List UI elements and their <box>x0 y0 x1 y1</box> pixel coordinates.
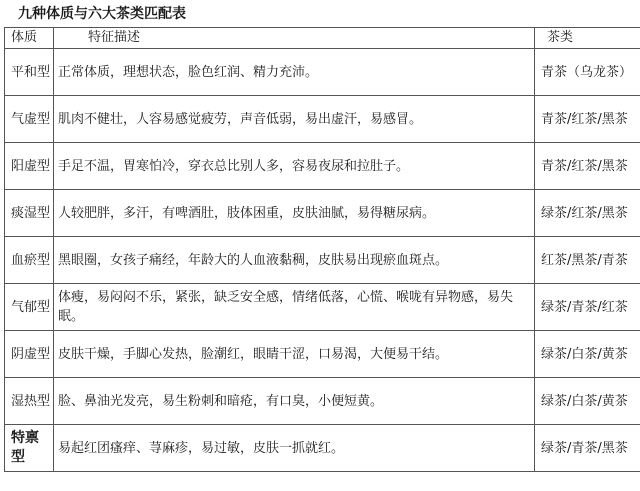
feature-description: 脸、鼻油光发亮，易生粉刺和暗疮，有口臭，小便短黄。 <box>54 378 535 425</box>
feature-description: 人较肥胖，多汗，有啤酒肚，肢体困重，皮肤油腻，易得糖尿病。 <box>54 190 535 237</box>
table-row <box>5 378 640 425</box>
table-row <box>5 96 640 143</box>
tea-types: 绿茶/青茶/红茶 <box>535 284 640 331</box>
feature-description: 手足不温，胃寒怕冷，穿衣总比别人多，容易夜尿和拉肚子。 <box>54 143 535 190</box>
feature-description: 肌肉不健壮，人容易感觉疲劳，声音低弱，易出虚汗，易感冒。 <box>54 96 535 143</box>
tea-matching-table <box>4 27 640 472</box>
table-header-row <box>5 28 640 49</box>
constitution-type: 平和型 <box>5 49 54 96</box>
constitution-type: 气虚型 <box>5 96 54 143</box>
table-row <box>5 49 640 96</box>
table-row <box>5 425 640 472</box>
feature-description: 体瘦，易闷闷不乐，紧张，缺乏安全感，情绪低落，心慌、喉咙有异物感，易失眠。 <box>54 284 535 331</box>
table-row <box>5 190 640 237</box>
constitution-type: 湿热型 <box>5 378 54 425</box>
constitution-type: 气郁型 <box>5 284 54 331</box>
header-type: 体质 <box>5 28 54 49</box>
tea-types: 青茶（乌龙茶） <box>535 49 640 96</box>
tea-types: 绿茶/白茶/黄茶 <box>535 378 640 425</box>
header-features: 特征描述 <box>54 28 535 49</box>
feature-description: 易起红团瘙痒、荨麻疹，易过敏，皮肤一抓就红。 <box>54 425 535 472</box>
tea-types: 红茶/黑茶/青茶 <box>535 237 640 284</box>
feature-description: 正常体质，理想状态，脸色红润、精力充沛。 <box>54 49 535 96</box>
constitution-type: 痰湿型 <box>5 190 54 237</box>
table-row <box>5 331 640 378</box>
constitution-type: 阳虚型 <box>5 143 54 190</box>
feature-description: 皮肤干燥，手脚心发热，脸潮红，眼睛干涩，口易渴，大便易干结。 <box>54 331 535 378</box>
constitution-type: 特禀型 <box>5 425 54 472</box>
header-tea: 茶类 <box>535 28 640 49</box>
tea-types: 绿茶/红茶/黑茶 <box>535 190 640 237</box>
table-row <box>5 284 640 331</box>
tea-types: 青茶/红茶/黑茶 <box>535 143 640 190</box>
table-row <box>5 143 640 190</box>
constitution-type: 血瘀型 <box>5 237 54 284</box>
constitution-type: 阴虚型 <box>5 331 54 378</box>
tea-types: 青茶/红茶/黑茶 <box>535 96 640 143</box>
table-title: 九种体质与六大茶类匹配表 <box>18 6 186 22</box>
tea-types: 绿茶/白茶/黄茶 <box>535 331 640 378</box>
table-row <box>5 237 640 284</box>
feature-description: 黑眼圈，女孩子痛经，年龄大的人血液黏稠，皮肤易出现瘀血斑点。 <box>54 237 535 284</box>
tea-types: 绿茶/青茶/黑茶 <box>535 425 640 472</box>
